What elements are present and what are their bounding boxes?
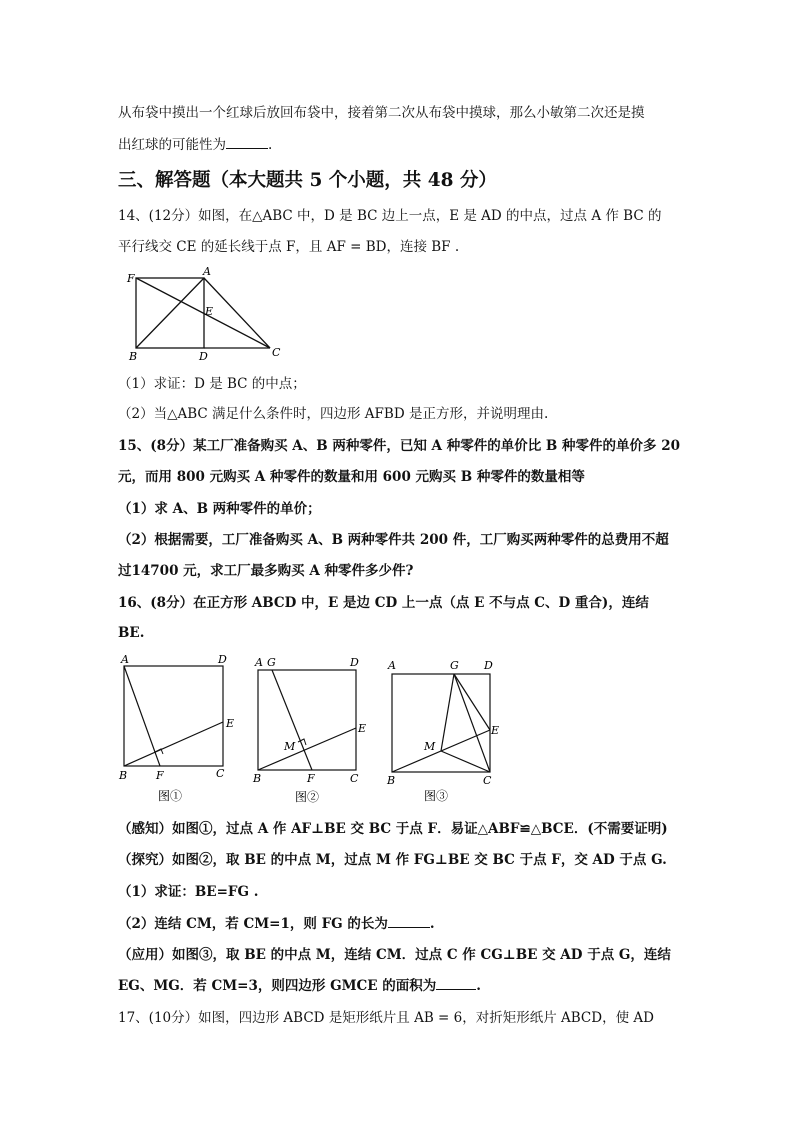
label-f: F [127, 272, 135, 285]
q14-line-1: 14、(12分）如图，在△ABC 中，D 是 BC 边上一点，E 是 AD 的中点，过点 A 作 BC 的 [118, 208, 662, 224]
label-e-3: E [491, 724, 500, 737]
label-a: A [203, 265, 211, 278]
fg-length-blank[interactable] [388, 914, 430, 928]
caption-fig-3: 图③ [424, 789, 449, 803]
q14-line-2: 平行线交 CE 的延长线于点 F，且 AF = BD，连接 BF . [118, 239, 460, 255]
q15-part-2-line-1: （2）根据需要，工厂准备购买 A、B 两种零件共 200 件，工厂购买两种零件的总费用不超 [118, 532, 669, 548]
label-e-2: E [358, 722, 367, 735]
q16-perceive: （感知）如图①，过点 A 作 AF⊥BE 交 BC 于点 F．易证△ABF≌△BCE．(不需要证明) [118, 821, 668, 837]
label-c-2: C [350, 772, 359, 785]
label-b-2: B [253, 772, 262, 785]
q15-part-2-line-2: 过14700 元，求工厂最多购买 A 种零件多少件? [118, 563, 414, 579]
label-c: C [272, 346, 281, 359]
q16-sub-2-end: . [429, 916, 435, 932]
q14-figure [120, 266, 290, 362]
label-d-3: D [484, 659, 493, 672]
q16-line-1: 16、(8分）在正方形 ABCD 中，E 是边 CD 上一点（点 E 不与点 C、D 重合)，连结 [118, 595, 649, 611]
area-blank[interactable] [436, 976, 476, 990]
right-angle-mark-1 [155, 749, 163, 754]
label-g-2: G [267, 656, 276, 669]
label-d: D [199, 350, 208, 363]
intro-line-2-end: . [268, 137, 273, 153]
q14-part-1: （1）求证：D 是 BC 的中点； [118, 376, 306, 392]
q16-sub-1: （1）求证：BE=FG . [118, 884, 259, 900]
label-c-3: C [483, 774, 492, 787]
q16-figure-2 [250, 650, 375, 805]
intro-line-1: 从布袋中摸出一个红球后放回布袋中，接着第二次从布袋中摸球，那么小敏第二次还是摸 [118, 105, 645, 121]
section-title: 三、解答题（本大题共 5 个小题，共 48 分） [118, 170, 497, 191]
q16-apply-line-2 [118, 976, 481, 995]
label-f-1: F [156, 769, 164, 782]
q16-explore: （探究）如图②，取 BE 的中点 M，过点 M 作 FG⊥BE 交 BC 于点 F，交 AD 于点 G. [118, 852, 667, 868]
label-a-1: A [121, 653, 129, 666]
label-b: B [129, 350, 138, 363]
q16-apply-line-2-text: EG、MG．若 CM=3，则四边形 GMCE 的面积为 [118, 978, 437, 994]
q16-figure-1 [116, 650, 246, 805]
label-d-1: D [218, 653, 227, 666]
q16-line-2: BE. [118, 625, 145, 641]
square-abcd-2 [258, 670, 356, 770]
label-e: E [205, 305, 214, 318]
label-c-1: C [216, 767, 225, 780]
label-a-2: A [255, 656, 263, 669]
caption-fig-1: 图① [158, 789, 183, 803]
label-m-2: M [284, 740, 296, 753]
q16-figure-3 [384, 650, 509, 805]
intro-line-2 [118, 135, 272, 154]
segment-ac [204, 278, 270, 348]
label-b-3: B [387, 774, 396, 787]
square-abcd-3 [392, 674, 490, 772]
segment-be-2 [258, 728, 356, 770]
q17-line-1: 17、(10分）如图，四边形 ABCD 是矩形纸片且 AB = 6，对折矩形纸片 ABCD，使 AD [118, 1010, 654, 1026]
label-a-3: A [388, 659, 396, 672]
segment-ba [136, 278, 204, 348]
segment-be-1 [124, 722, 223, 766]
q15-line-1: 15、(8分）某工厂准备购买 A、B 两种零件，已知 A 种零件的单价比 B 种零件的单价多 20 [118, 438, 681, 454]
label-b-1: B [119, 769, 128, 782]
q16-sub-2 [118, 914, 435, 933]
segment-af-1 [124, 666, 160, 766]
segment-mc-3 [441, 751, 490, 772]
q15-line-2: 元，而用 800 元购买 A 种零件的数量和用 600 元购买 B 种零件的数量相等 [118, 469, 585, 485]
q15-part-1: （1）求 A、B 两种零件的单价； [118, 501, 321, 517]
label-e-1: E [226, 717, 235, 730]
segment-gm-3 [441, 674, 454, 751]
label-g-3: G [450, 659, 459, 672]
label-m-3: M [424, 740, 436, 753]
q14-part-2: （2）当△ABC 满足什么条件时，四边形 AFBD 是正方形，并说明理由. [118, 406, 549, 422]
answer-blank[interactable] [226, 135, 268, 149]
square-abcd-1 [124, 666, 223, 766]
label-d-2: D [350, 656, 359, 669]
label-f-2: F [307, 772, 315, 785]
segment-gc-3 [454, 674, 490, 772]
caption-fig-2: 图② [295, 790, 320, 804]
q16-sub-2-text: （2）连结 CM，若 CM=1，则 FG 的长为 [118, 916, 388, 932]
intro-line-2-text: 出红球的可能性为 [118, 137, 226, 153]
q16-apply-line-2-end: . [476, 978, 481, 994]
q16-apply-line-1: （应用）如图③，取 BE 的中点 M，连结 CM．过点 C 作 CG⊥BE 交 AD 于点 G，连结 [118, 947, 671, 963]
segment-fc [136, 278, 270, 348]
